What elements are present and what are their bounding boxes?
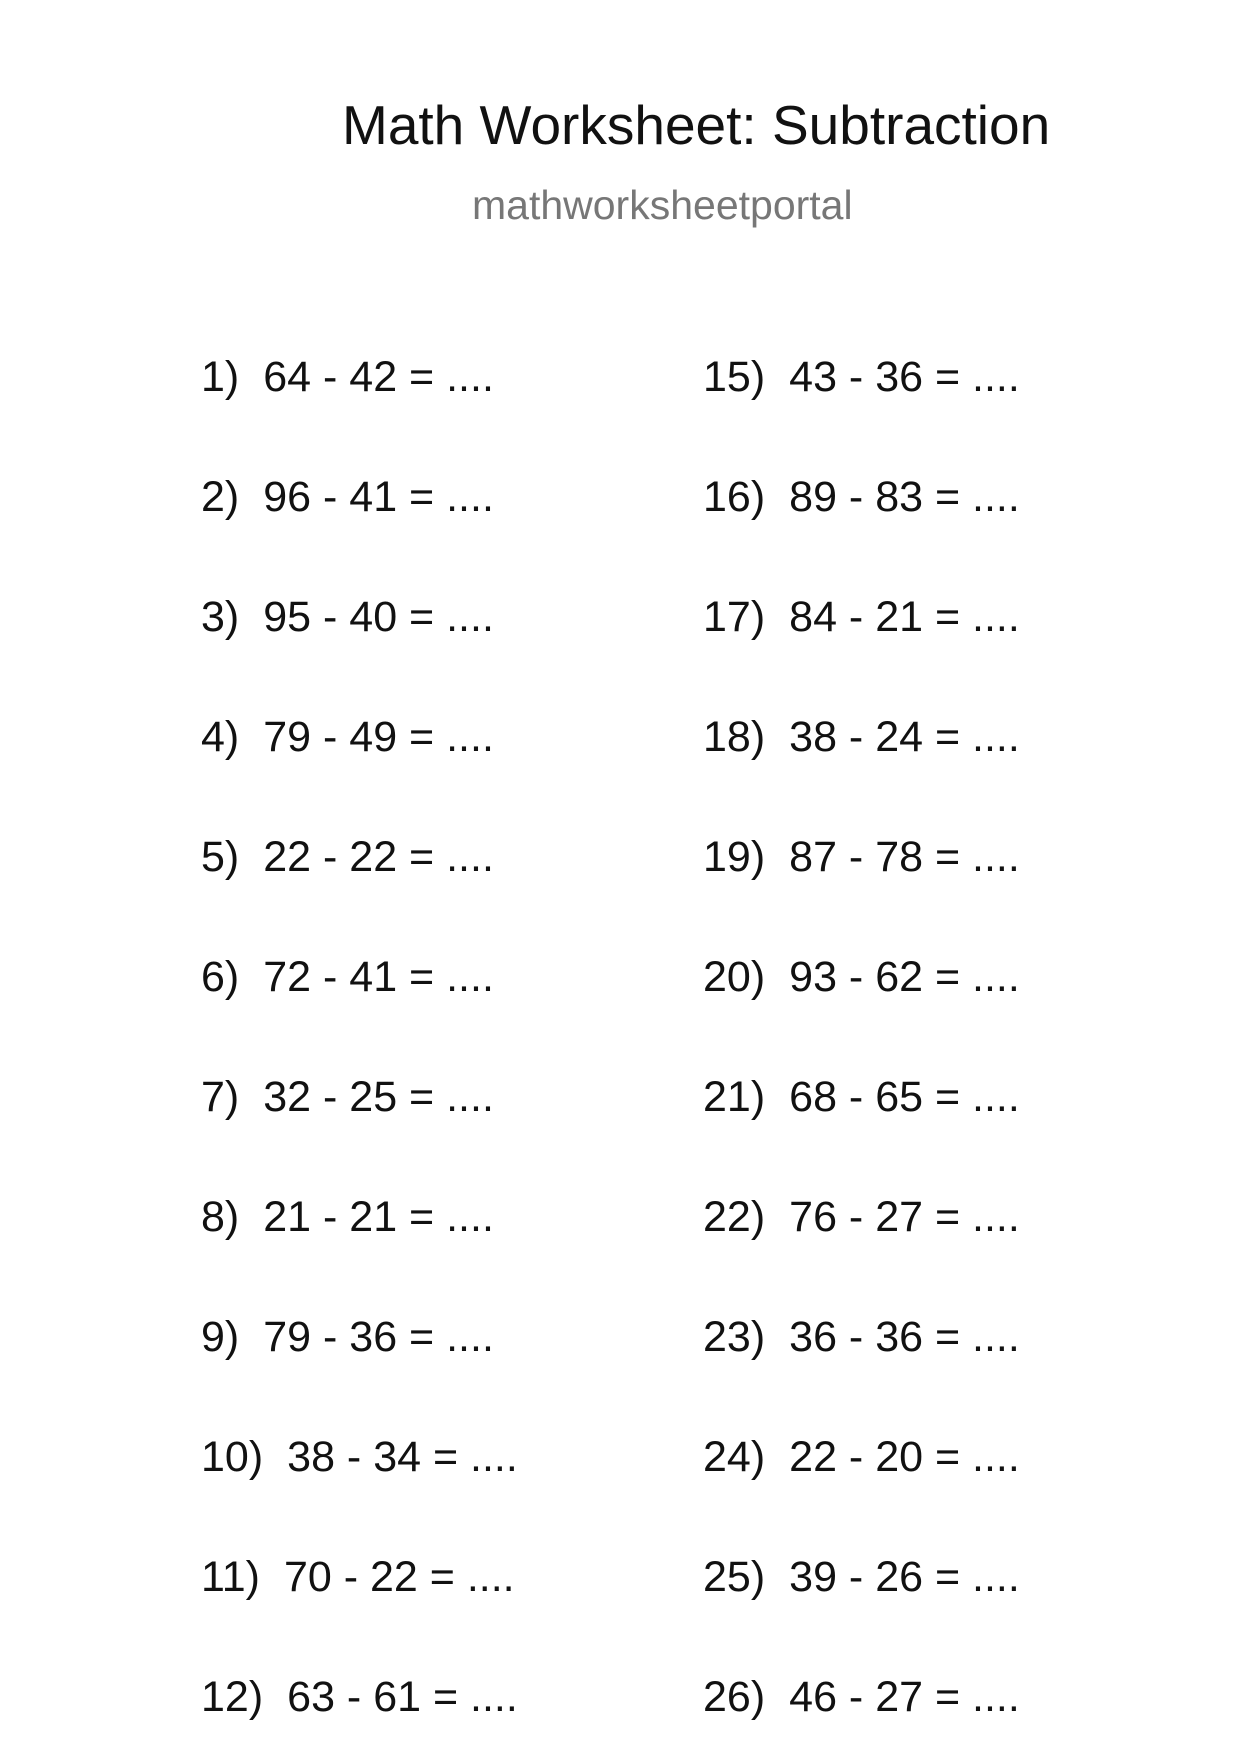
problem-number: 8) bbox=[201, 1193, 240, 1241]
problem-item bbox=[201, 1313, 494, 1361]
problem-item bbox=[703, 353, 1020, 401]
problem-item bbox=[201, 1433, 518, 1481]
problem-number: 20) bbox=[703, 953, 766, 1001]
problem-item bbox=[201, 713, 494, 761]
problem-item bbox=[703, 713, 1020, 761]
problem-number: 3) bbox=[201, 593, 240, 641]
problem-number: 5) bbox=[201, 833, 240, 881]
problem-number: 7) bbox=[201, 1073, 240, 1121]
problem-equation: 87 - 78 = .... bbox=[789, 833, 1020, 881]
problem-number: 25) bbox=[703, 1553, 766, 1601]
problem-equation: 68 - 65 = .... bbox=[789, 1073, 1020, 1121]
problem-item bbox=[201, 353, 494, 401]
problem-number: 10) bbox=[201, 1433, 264, 1481]
problem-number: 1) bbox=[201, 353, 240, 401]
problem-equation: 46 - 27 = .... bbox=[789, 1673, 1020, 1721]
problem-number: 16) bbox=[703, 473, 766, 521]
problem-item bbox=[703, 1313, 1020, 1361]
problem-item bbox=[703, 473, 1020, 521]
problem-equation: 93 - 62 = .... bbox=[789, 953, 1020, 1001]
problem-equation: 36 - 36 = .... bbox=[789, 1313, 1020, 1361]
problem-equation: 84 - 21 = .... bbox=[789, 593, 1020, 641]
problem-item bbox=[703, 1673, 1020, 1721]
problem-number: 12) bbox=[201, 1673, 264, 1721]
problem-item bbox=[703, 593, 1020, 641]
problem-number: 21) bbox=[703, 1073, 766, 1121]
problem-number: 24) bbox=[703, 1433, 766, 1481]
problem-item bbox=[201, 1553, 515, 1601]
problem-item bbox=[703, 1193, 1020, 1241]
problem-item bbox=[703, 1433, 1020, 1481]
problem-number: 17) bbox=[703, 593, 766, 641]
problem-equation: 32 - 25 = .... bbox=[263, 1073, 494, 1121]
problem-item bbox=[201, 953, 494, 1001]
problem-number: 2) bbox=[201, 473, 240, 521]
page-title: Math Worksheet: Subtraction bbox=[342, 94, 1051, 156]
problem-equation: 22 - 20 = .... bbox=[789, 1433, 1020, 1481]
problem-item bbox=[703, 1553, 1020, 1601]
problem-number: 23) bbox=[703, 1313, 766, 1361]
problem-equation: 79 - 36 = .... bbox=[263, 1313, 494, 1361]
problem-equation: 95 - 40 = .... bbox=[263, 593, 494, 641]
problem-equation: 38 - 34 = .... bbox=[287, 1433, 518, 1481]
problem-number: 15) bbox=[703, 353, 766, 401]
problem-number: 18) bbox=[703, 713, 766, 761]
problem-number: 4) bbox=[201, 713, 240, 761]
problem-equation: 39 - 26 = .... bbox=[789, 1553, 1020, 1601]
problem-number: 22) bbox=[703, 1193, 766, 1241]
problem-equation: 79 - 49 = .... bbox=[263, 713, 494, 761]
problem-number: 6) bbox=[201, 953, 240, 1001]
problem-item bbox=[201, 1673, 518, 1721]
problem-equation: 21 - 21 = .... bbox=[263, 1193, 494, 1241]
problem-item bbox=[201, 1073, 494, 1121]
problem-equation: 96 - 41 = .... bbox=[263, 473, 494, 521]
page-subtitle: mathworksheetportal bbox=[472, 182, 853, 228]
problem-item bbox=[201, 473, 494, 521]
problem-equation: 22 - 22 = .... bbox=[263, 833, 494, 881]
problem-equation: 89 - 83 = .... bbox=[789, 473, 1020, 521]
problem-equation: 38 - 24 = .... bbox=[789, 713, 1020, 761]
problem-equation: 76 - 27 = .... bbox=[789, 1193, 1020, 1241]
problem-equation: 70 - 22 = .... bbox=[283, 1553, 515, 1601]
problem-equation: 64 - 42 = .... bbox=[263, 353, 494, 401]
problem-item bbox=[201, 833, 494, 881]
problem-item bbox=[201, 593, 494, 641]
problem-number: 9) bbox=[201, 1313, 240, 1361]
problem-number: 26) bbox=[703, 1673, 766, 1721]
problem-number: 19) bbox=[703, 833, 766, 881]
problem-item bbox=[201, 1193, 494, 1241]
problem-equation: 72 - 41 = .... bbox=[263, 953, 494, 1001]
problem-number: 11) bbox=[201, 1553, 260, 1601]
problem-equation: 43 - 36 = .... bbox=[789, 353, 1020, 401]
problem-item bbox=[703, 833, 1020, 881]
problem-item bbox=[703, 953, 1020, 1001]
problem-item bbox=[703, 1073, 1020, 1121]
problem-equation: 63 - 61 = .... bbox=[287, 1673, 518, 1721]
